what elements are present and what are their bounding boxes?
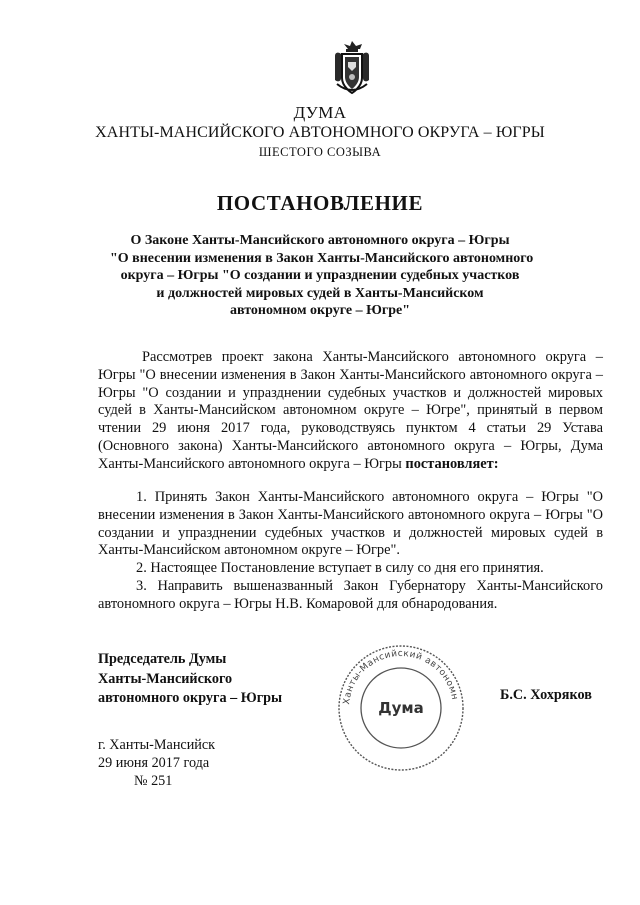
preamble-paragraph xyxy=(98,349,603,474)
document-footer xyxy=(98,737,215,790)
subject-line: "О внесении изменения в Закон Ханты-Мансийского автономного xyxy=(110,250,534,266)
subject-line: автономном округе – Югре" xyxy=(229,303,411,319)
subject-line: округа – Югры "О создании и упразднении судебных участков xyxy=(120,268,520,284)
signer-name: Б.С. Хохряков xyxy=(500,687,592,703)
round-seal-icon xyxy=(335,642,467,774)
org-convocation: ШЕСТОГО СОЗЫВА xyxy=(258,145,382,159)
resolution-item: 2. Настоящее Постановление вступает в силу со дня его принятия. xyxy=(136,560,544,577)
signer-position-line: автономного округа – Югры xyxy=(98,690,283,706)
org-name: ДУМА xyxy=(293,103,347,122)
seal-center-text: Дума xyxy=(378,699,424,717)
subject-line: О Законе Ханты-Мансийского автономного округа – Югры xyxy=(130,233,510,248)
preamble-verb: постановляет: xyxy=(405,455,499,472)
resolution-item: 1. Принять Закон Ханты-Мансийского автономного округа – Югры "О внесении изменения в Закон Ханты-Мансийского автономного округа – Югры "О создании и упразднении судебных участков и должностей мировых судей в Ханты-Мансийском автономном округе – Югре". xyxy=(98,489,603,559)
signer-position-line: Ханты-Мансийского xyxy=(98,670,233,687)
document-title: ПОСТАНОВЛЕНИЕ xyxy=(216,191,424,215)
resolution-item: 3. Направить вышеназванный Закон Губернатору Ханты-Мансийского автономного округа – Югры Н.В. Комаровой для обнародования. xyxy=(98,577,603,612)
resolution-items xyxy=(98,489,603,614)
document-number: № 251 xyxy=(134,772,173,789)
document-city: г. Ханты-Мансийск xyxy=(98,737,216,753)
org-region: ХАНТЫ-МАНСИЙСКОГО АВТОНОМНОГО ОКРУГА – ЮГРЫ xyxy=(95,124,545,141)
svg-text:Ханты-Мансийский автономн xyxy=(342,649,459,705)
document-date: 29 июня 2017 года xyxy=(98,754,210,771)
subject-line: и должностей мировых судей в Ханты-Мансийском xyxy=(156,285,484,301)
coat-of-arms-icon xyxy=(327,40,377,98)
document-subject xyxy=(110,232,534,320)
signer-position-line: Председатель Думы xyxy=(98,651,227,667)
seal-ring-text: Ханты-Мансийский автономн xyxy=(342,648,460,706)
signer-position xyxy=(98,650,328,709)
preamble-text: Рассмотрев проект закона Ханты-Мансийского автономного округа – Югры "О внесении изменения в Закон Ханты-Мансийского автономного округа – Югры "О создании и упразднении судебных участков и должностей мировых судей в Ханты-Мансийском автономном округе – Югре", принятый в первом чтении 29 июня 2017 года, руководствуясь пунктом 4 статьи 29 Устава (Основного закона) Ханты-Мансийского автономного округа – Югры, Дума Ханты-Мансийского автономного округа – Югры xyxy=(98,349,603,472)
